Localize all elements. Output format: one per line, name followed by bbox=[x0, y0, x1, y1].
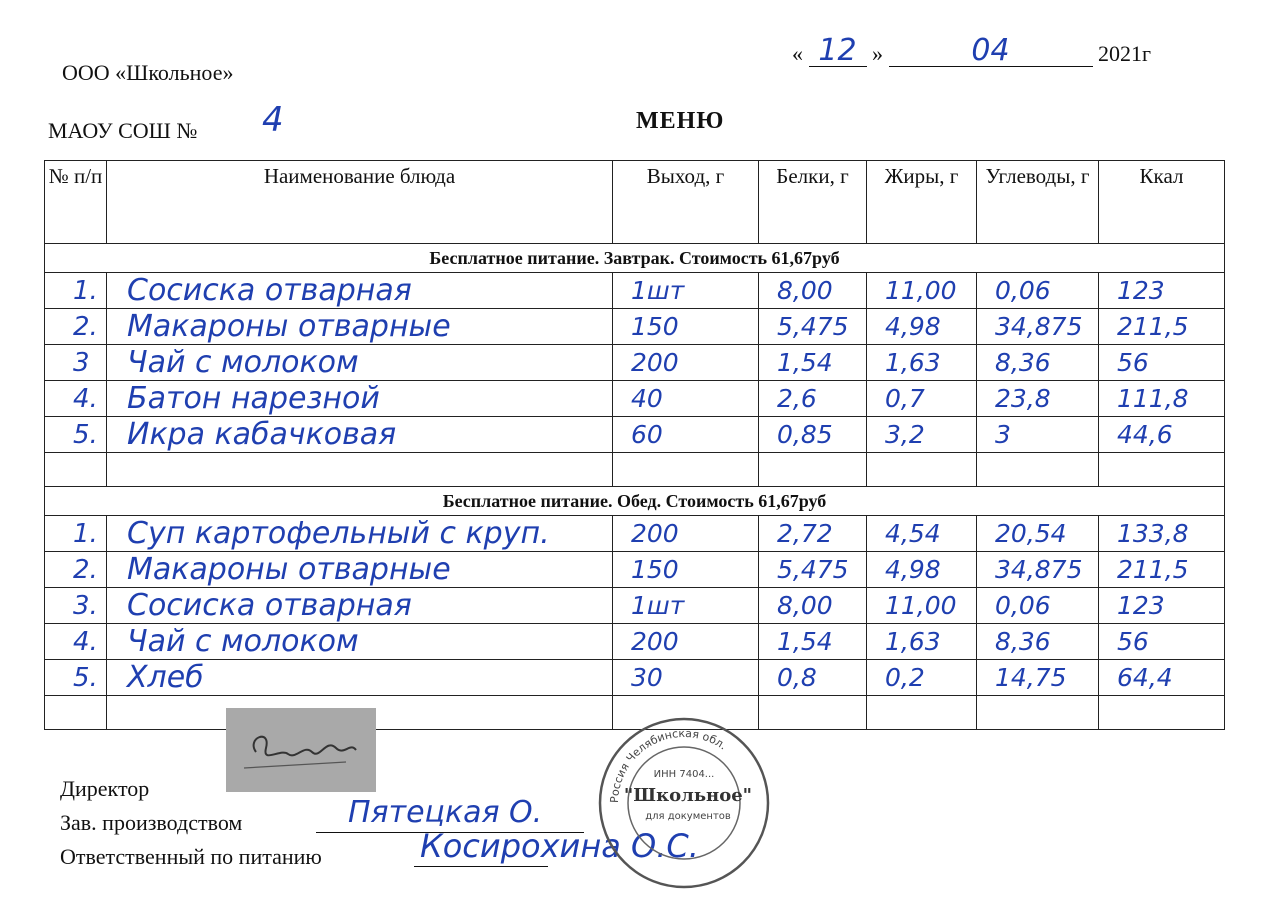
menu-table bbox=[44, 160, 1225, 730]
stamp-inn: ИНН 7404... bbox=[653, 769, 715, 780]
table-row-empty bbox=[45, 453, 1225, 487]
cell-dish-name: Макароны отварные bbox=[107, 552, 613, 588]
cell-output: 150 bbox=[613, 309, 759, 345]
cell-output: 60 bbox=[613, 417, 759, 453]
cell-carbs: 8,36 bbox=[977, 345, 1099, 381]
cell-protein: 0,85 bbox=[759, 417, 867, 453]
cell-empty bbox=[45, 453, 107, 487]
section-row-breakfast bbox=[45, 244, 1225, 273]
cell-output: 150 bbox=[613, 552, 759, 588]
date-close-quote: » bbox=[872, 41, 883, 66]
cell-output: 30 bbox=[613, 660, 759, 696]
date-month-line bbox=[889, 33, 1093, 68]
table-row bbox=[45, 417, 1225, 453]
cell-number: 1. bbox=[45, 273, 107, 309]
cell-empty bbox=[867, 453, 977, 487]
cell-fat: 1,63 bbox=[867, 624, 977, 660]
date-open-quote: « bbox=[792, 41, 803, 66]
cell-kcal: 123 bbox=[1099, 588, 1225, 624]
date-field bbox=[792, 33, 1152, 68]
cell-fat: 11,00 bbox=[867, 588, 977, 624]
cell-carbs: 34,875 bbox=[977, 552, 1099, 588]
cell-empty bbox=[45, 696, 107, 730]
cell-number: 5. bbox=[45, 660, 107, 696]
stamp-name: "Школьное" bbox=[623, 785, 753, 806]
table-row bbox=[45, 552, 1225, 588]
col-header-carbs: Углеводы, г bbox=[977, 161, 1099, 244]
cell-number: 2. bbox=[45, 309, 107, 345]
cell-carbs: 3 bbox=[977, 417, 1099, 453]
table-header-row bbox=[45, 161, 1225, 244]
cell-protein: 2,72 bbox=[759, 516, 867, 552]
cell-dish-name: Икра кабачковая bbox=[107, 417, 613, 453]
cell-dish-name: Чай с молоком bbox=[107, 624, 613, 660]
cell-carbs: 8,36 bbox=[977, 624, 1099, 660]
cell-number: 2. bbox=[45, 552, 107, 588]
cell-kcal: 44,6 bbox=[1099, 417, 1225, 453]
cell-empty bbox=[977, 453, 1099, 487]
responsible-label: Ответственный по питанию bbox=[60, 844, 322, 869]
cell-carbs: 23,8 bbox=[977, 381, 1099, 417]
cell-fat: 0,7 bbox=[867, 381, 977, 417]
stamp-seal bbox=[596, 715, 772, 891]
cell-dish-name: Суп картофельный с круп. bbox=[107, 516, 613, 552]
date-year: 2021г bbox=[1098, 41, 1152, 66]
production-head-signature: Пятецкая О. bbox=[348, 795, 543, 830]
cell-fat: 4,98 bbox=[867, 309, 977, 345]
school-number: 4 bbox=[262, 100, 284, 140]
cell-carbs: 14,75 bbox=[977, 660, 1099, 696]
cell-dish-name: Макароны отварные bbox=[107, 309, 613, 345]
director-signature-scribble bbox=[226, 708, 376, 792]
date-day-line bbox=[809, 33, 867, 68]
cell-kcal: 211,5 bbox=[1099, 552, 1225, 588]
cell-dish-name: Сосиска отварная bbox=[107, 588, 613, 624]
cell-empty bbox=[1099, 453, 1225, 487]
cell-carbs: 20,54 bbox=[977, 516, 1099, 552]
stamp-ring-text: Россия Челябинская обл. bbox=[607, 726, 730, 804]
cell-output: 200 bbox=[613, 516, 759, 552]
cell-number: 4. bbox=[45, 381, 107, 417]
cell-empty bbox=[867, 696, 977, 730]
section-row-lunch bbox=[45, 487, 1225, 516]
cell-empty bbox=[613, 453, 759, 487]
table-body bbox=[45, 244, 1225, 730]
cell-empty bbox=[977, 696, 1099, 730]
cell-fat: 1,63 bbox=[867, 345, 977, 381]
cell-number: 4. bbox=[45, 624, 107, 660]
cell-carbs: 0,06 bbox=[977, 588, 1099, 624]
date-day: 12 bbox=[818, 33, 857, 68]
cell-protein: 5,475 bbox=[759, 552, 867, 588]
cell-fat: 3,2 bbox=[867, 417, 977, 453]
cell-kcal: 64,4 bbox=[1099, 660, 1225, 696]
table-row bbox=[45, 381, 1225, 417]
cell-dish-name: Сосиска отварная bbox=[107, 273, 613, 309]
table-row bbox=[45, 345, 1225, 381]
cell-fat: 11,00 bbox=[867, 273, 977, 309]
school-label-text: МАОУ СОШ № bbox=[48, 118, 198, 143]
table-row bbox=[45, 660, 1225, 696]
col-header-number: № п/п bbox=[45, 161, 107, 244]
cell-protein: 8,00 bbox=[759, 588, 867, 624]
page-title: МЕНЮ bbox=[636, 108, 725, 134]
cell-output: 40 bbox=[613, 381, 759, 417]
section-title-lunch: Бесплатное питание. Обед. Стоимость 61,67руб bbox=[45, 487, 1225, 516]
production-head-label: Зав. производством bbox=[60, 810, 243, 835]
cell-number: 3 bbox=[45, 345, 107, 381]
table-row bbox=[45, 516, 1225, 552]
cell-fat: 4,98 bbox=[867, 552, 977, 588]
cell-kcal: 133,8 bbox=[1099, 516, 1225, 552]
table-row bbox=[45, 588, 1225, 624]
cell-protein: 5,475 bbox=[759, 309, 867, 345]
table-row bbox=[45, 273, 1225, 309]
cell-output: 200 bbox=[613, 624, 759, 660]
responsible-signature: Косирохина О.С. bbox=[420, 827, 699, 865]
cell-number: 1. bbox=[45, 516, 107, 552]
cell-number: 5. bbox=[45, 417, 107, 453]
col-header-output: Выход, г bbox=[613, 161, 759, 244]
cell-fat: 4,54 bbox=[867, 516, 977, 552]
cell-empty bbox=[759, 453, 867, 487]
cell-protein: 1,54 bbox=[759, 624, 867, 660]
cell-protein: 0,8 bbox=[759, 660, 867, 696]
cell-output: 1шт bbox=[613, 273, 759, 309]
cell-empty bbox=[759, 696, 867, 730]
cell-carbs: 34,875 bbox=[977, 309, 1099, 345]
col-header-fat: Жиры, г bbox=[867, 161, 977, 244]
col-header-kcal: Ккал bbox=[1099, 161, 1225, 244]
director-signature bbox=[226, 708, 376, 792]
stamp-subtext: для документов bbox=[645, 811, 731, 822]
cell-empty bbox=[1099, 696, 1225, 730]
cell-kcal: 111,8 bbox=[1099, 381, 1225, 417]
cell-dish-name: Чай с молоком bbox=[107, 345, 613, 381]
table-row bbox=[45, 309, 1225, 345]
date-month: 04 bbox=[971, 33, 1010, 68]
cell-dish-name: Батон нарезной bbox=[107, 381, 613, 417]
cell-kcal: 56 bbox=[1099, 624, 1225, 660]
cell-empty bbox=[107, 453, 613, 487]
cell-protein: 8,00 bbox=[759, 273, 867, 309]
cell-kcal: 123 bbox=[1099, 273, 1225, 309]
cell-kcal: 211,5 bbox=[1099, 309, 1225, 345]
section-title-breakfast: Бесплатное питание. Завтрак. Стоимость 61,67руб bbox=[45, 244, 1225, 273]
organization-name: ООО «Школьное» bbox=[62, 60, 234, 85]
cell-kcal: 56 bbox=[1099, 345, 1225, 381]
col-header-protein: Белки, г bbox=[759, 161, 867, 244]
director-label: Директор bbox=[60, 776, 150, 801]
cell-output: 200 bbox=[613, 345, 759, 381]
organization-stamp bbox=[596, 715, 772, 891]
cell-protein: 1,54 bbox=[759, 345, 867, 381]
col-header-name: Наименование блюда bbox=[107, 161, 613, 244]
school-label bbox=[48, 118, 197, 144]
cell-carbs: 0,06 bbox=[977, 273, 1099, 309]
responsible-signature-line bbox=[414, 866, 548, 867]
cell-number: 3. bbox=[45, 588, 107, 624]
table-row bbox=[45, 624, 1225, 660]
cell-fat: 0,2 bbox=[867, 660, 977, 696]
cell-output: 1шт bbox=[613, 588, 759, 624]
cell-dish-name: Хлеб bbox=[107, 660, 613, 696]
cell-protein: 2,6 bbox=[759, 381, 867, 417]
